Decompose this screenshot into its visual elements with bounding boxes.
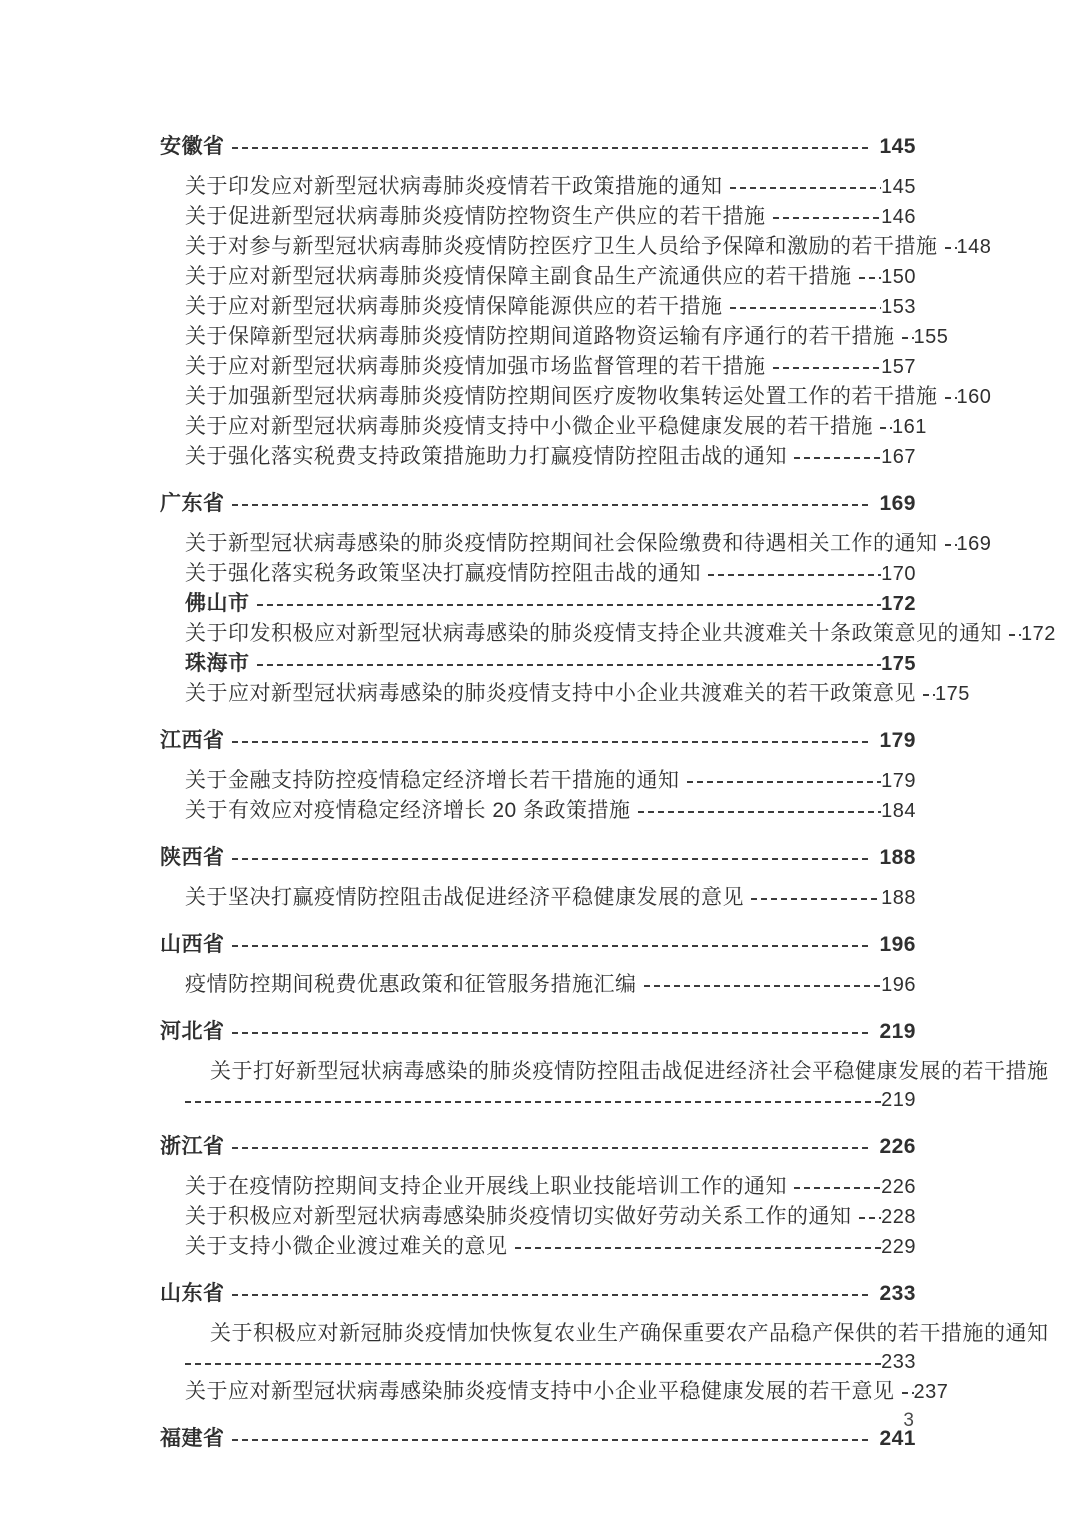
entry-title: 关于应对新型冠状病毒肺炎疫情保障主副食品生产流通供应的若干措施 [185,265,852,288]
entry-page-number: 150 [881,266,916,288]
entry-page-number: 148 [956,236,992,258]
footer-page-number: 3 [903,1410,914,1431]
entry-page-number: 161 [892,416,927,438]
dotted-leader [902,322,914,352]
entry-page-number: 219 [881,1089,916,1111]
entry-title: 关于加强新型冠状病毒肺炎疫情防控期间医疗废物收集转运处置工作的若干措施 [185,385,938,408]
entry-title: 关于应对新型冠状病毒感染的肺炎疫情支持中小企业共渡难关的若干政策意见 [185,682,916,705]
entry-page-number: 179 [879,729,916,752]
entry-page-number: 196 [879,933,916,956]
entry-title: 陕西省 [160,846,225,869]
dotted-leader [708,559,881,589]
entry-page-number: 157 [881,356,916,378]
dotted-leader [644,970,882,1000]
entry-page-number: 237 [913,1381,949,1403]
entry-title: 浙江省 [160,1135,225,1158]
toc-entry [160,172,916,202]
entry-page-number: 172 [1021,623,1056,645]
dotted-leader [1009,619,1021,649]
entry-page-number: 179 [881,770,916,792]
dotted-leader [945,382,957,412]
toc-entry [160,202,916,232]
toc-entry [160,1279,916,1308]
toc-entry [160,649,916,679]
toc-entry [160,796,916,826]
toc-entry [160,1202,916,1232]
dotted-leader [945,232,957,262]
dotted-leader [730,172,882,202]
toc-entry [160,132,916,161]
dotted-leader [185,1086,881,1115]
toc-entry [160,292,916,322]
entry-title: 安徽省 [160,135,225,158]
dotted-leader [232,132,870,161]
entry-page-number: 233 [881,1351,916,1373]
entry-title: 关于应对新型冠状病毒肺炎疫情加强市场监督管理的若干措施 [185,355,766,378]
toc-entry [160,930,916,959]
dotted-leader [257,649,882,679]
entry-page-number: 184 [881,800,916,822]
toc-entry [160,442,916,472]
entry-title: 关于有效应对疫情稳定经济增长 20 条政策措施 [185,799,631,822]
toc-entry [160,412,927,442]
toc-entry [160,262,916,292]
entry-title: 关于应对新型冠状病毒肺炎疫情支持中小微企业平稳健康发展的若干措施 [185,415,873,438]
entry-title: 关于支持小微企业渡过难关的意见 [185,1235,508,1258]
entry-page-number: 170 [881,563,916,585]
dotted-leader [232,489,870,518]
entry-title: 关于对参与新型冠状病毒肺炎疫情防控医疗卫生人员给予保障和激励的若干措施 [185,235,938,258]
dotted-leader [730,292,882,322]
entry-page-number: 155 [913,326,949,348]
entry-page-number: 175 [935,683,970,705]
entry-title: 关于强化落实税务政策坚决打赢疫情防控阻击战的通知 [185,562,701,585]
dotted-leader [232,1017,870,1046]
toc-entry-continuation [160,1086,916,1115]
entry-title: 关于应对新型冠状病毒肺炎疫情保障能源供应的若干措施 [185,295,723,318]
toc-entry [160,1319,1049,1348]
toc-entry [160,529,992,559]
entry-title: 福建省 [160,1427,225,1450]
entry-title: 佛山市 [185,592,250,615]
dotted-leader [232,1132,870,1161]
dotted-leader [859,1202,882,1232]
dotted-leader [945,529,957,559]
entry-page-number: 188 [879,846,916,869]
toc-entry [160,970,916,1000]
entry-page-number: 241 [879,1427,916,1450]
entry-title: 山东省 [160,1282,225,1305]
toc-entry [160,883,916,913]
dotted-leader [751,883,881,913]
dotted-leader [515,1232,882,1262]
toc-entry [160,1172,916,1202]
dotted-leader [773,352,882,382]
entry-page-number: 226 [881,1176,916,1198]
toc-entry [160,1057,1049,1086]
entry-title: 关于新型冠状病毒感染的肺炎疫情防控期间社会保险缴费和待遇相关工作的通知 [185,532,938,555]
dotted-leader [859,262,882,292]
dotted-leader [257,589,882,619]
entry-title: 关于金融支持防控疫情稳定经济增长若干措施的通知 [185,769,680,792]
toc-entry [160,1017,916,1046]
dotted-leader [232,930,870,959]
dotted-leader [232,843,870,872]
toc-entry [160,232,992,262]
entry-title: 广东省 [160,492,225,515]
dotted-leader [923,679,935,709]
dotted-leader [687,766,882,796]
entry-title: 关于坚决打赢疫情防控阻击战促进经济平稳健康发展的意见 [185,886,744,909]
toc-entry-continuation [160,1348,916,1377]
toc-entry [160,1377,949,1407]
dotted-leader [232,726,870,755]
toc-entry [160,843,916,872]
entry-page-number: 146 [881,206,916,228]
entry-page-number: 145 [879,135,916,158]
toc-entry [160,322,949,352]
entry-page-number: 145 [881,176,916,198]
entry-page-number: 228 [881,1206,916,1228]
page-footer [160,1410,916,1432]
entry-title: 关于促进新型冠状病毒肺炎疫情防控物资生产供应的若干措施 [185,205,766,228]
entry-title: 关于保障新型冠状病毒肺炎疫情防控期间道路物资运输有序通行的若干措施 [185,325,895,348]
toc-entry [160,489,916,518]
entry-title: 江西省 [160,729,225,752]
toc-entry [160,382,992,412]
dotted-leader [232,1279,870,1308]
entry-page-number: 233 [879,1282,916,1305]
entry-page-number: 160 [956,386,992,408]
toc-entry [160,1132,916,1161]
entry-title: 关于积极应对新冠肺炎疫情加快恢复农业生产确保重要农产品稳产保供的若干措施的通知 [210,1322,1049,1345]
entry-page-number: 169 [879,492,916,515]
toc-entry [160,726,916,755]
toc-entry [160,679,970,709]
toc-entry [160,619,1056,649]
entry-page-number: 229 [881,1236,916,1258]
entry-page-number: 188 [881,887,916,909]
dotted-leader [638,796,882,826]
toc-entry [160,766,916,796]
entry-title: 关于印发积极应对新型冠状病毒感染的肺炎疫情支持企业共渡难关十条政策意见的通知 [185,622,1002,645]
entry-title: 河北省 [160,1020,225,1043]
entry-page-number: 153 [881,296,916,318]
dotted-leader [773,202,882,232]
toc-entry [160,352,916,382]
entry-title: 关于在疫情防控期间支持企业开展线上职业技能培训工作的通知 [185,1175,787,1198]
entry-page-number: 167 [881,446,916,468]
entry-title: 山西省 [160,933,225,956]
entry-page-number: 172 [881,593,916,615]
entry-title: 关于打好新型冠状病毒感染的肺炎疫情防控阻击战促进经济社会平稳健康发展的若干措施 [210,1060,1049,1083]
dotted-leader [902,1377,914,1407]
entry-page-number: 175 [881,653,916,675]
entry-page-number: 226 [879,1135,916,1158]
entry-title: 关于印发应对新型冠状病毒肺炎疫情若干政策措施的通知 [185,175,723,198]
entry-title: 关于应对新型冠状病毒感染肺炎疫情支持中小企业平稳健康发展的若干意见 [185,1380,895,1403]
toc-entry [160,559,916,589]
entry-title: 关于积极应对新型冠状病毒感染肺炎疫情切实做好劳动关系工作的通知 [185,1205,852,1228]
entry-title: 珠海市 [185,652,250,675]
toc-entry [160,1232,916,1262]
entry-page-number: 219 [879,1020,916,1043]
dotted-leader [185,1348,881,1377]
dotted-leader [794,442,881,472]
entry-page-number: 169 [956,533,992,555]
entry-page-number: 196 [881,974,916,996]
toc-list [160,132,1056,1464]
dotted-leader [880,412,892,442]
entry-title: 疫情防控期间税费优惠政策和征管服务措施汇编 [185,973,637,996]
toc-entry [160,589,916,619]
entry-title: 关于强化落实税费支持政策措施助力打赢疫情防控阻击战的通知 [185,445,787,468]
dotted-leader [794,1172,881,1202]
